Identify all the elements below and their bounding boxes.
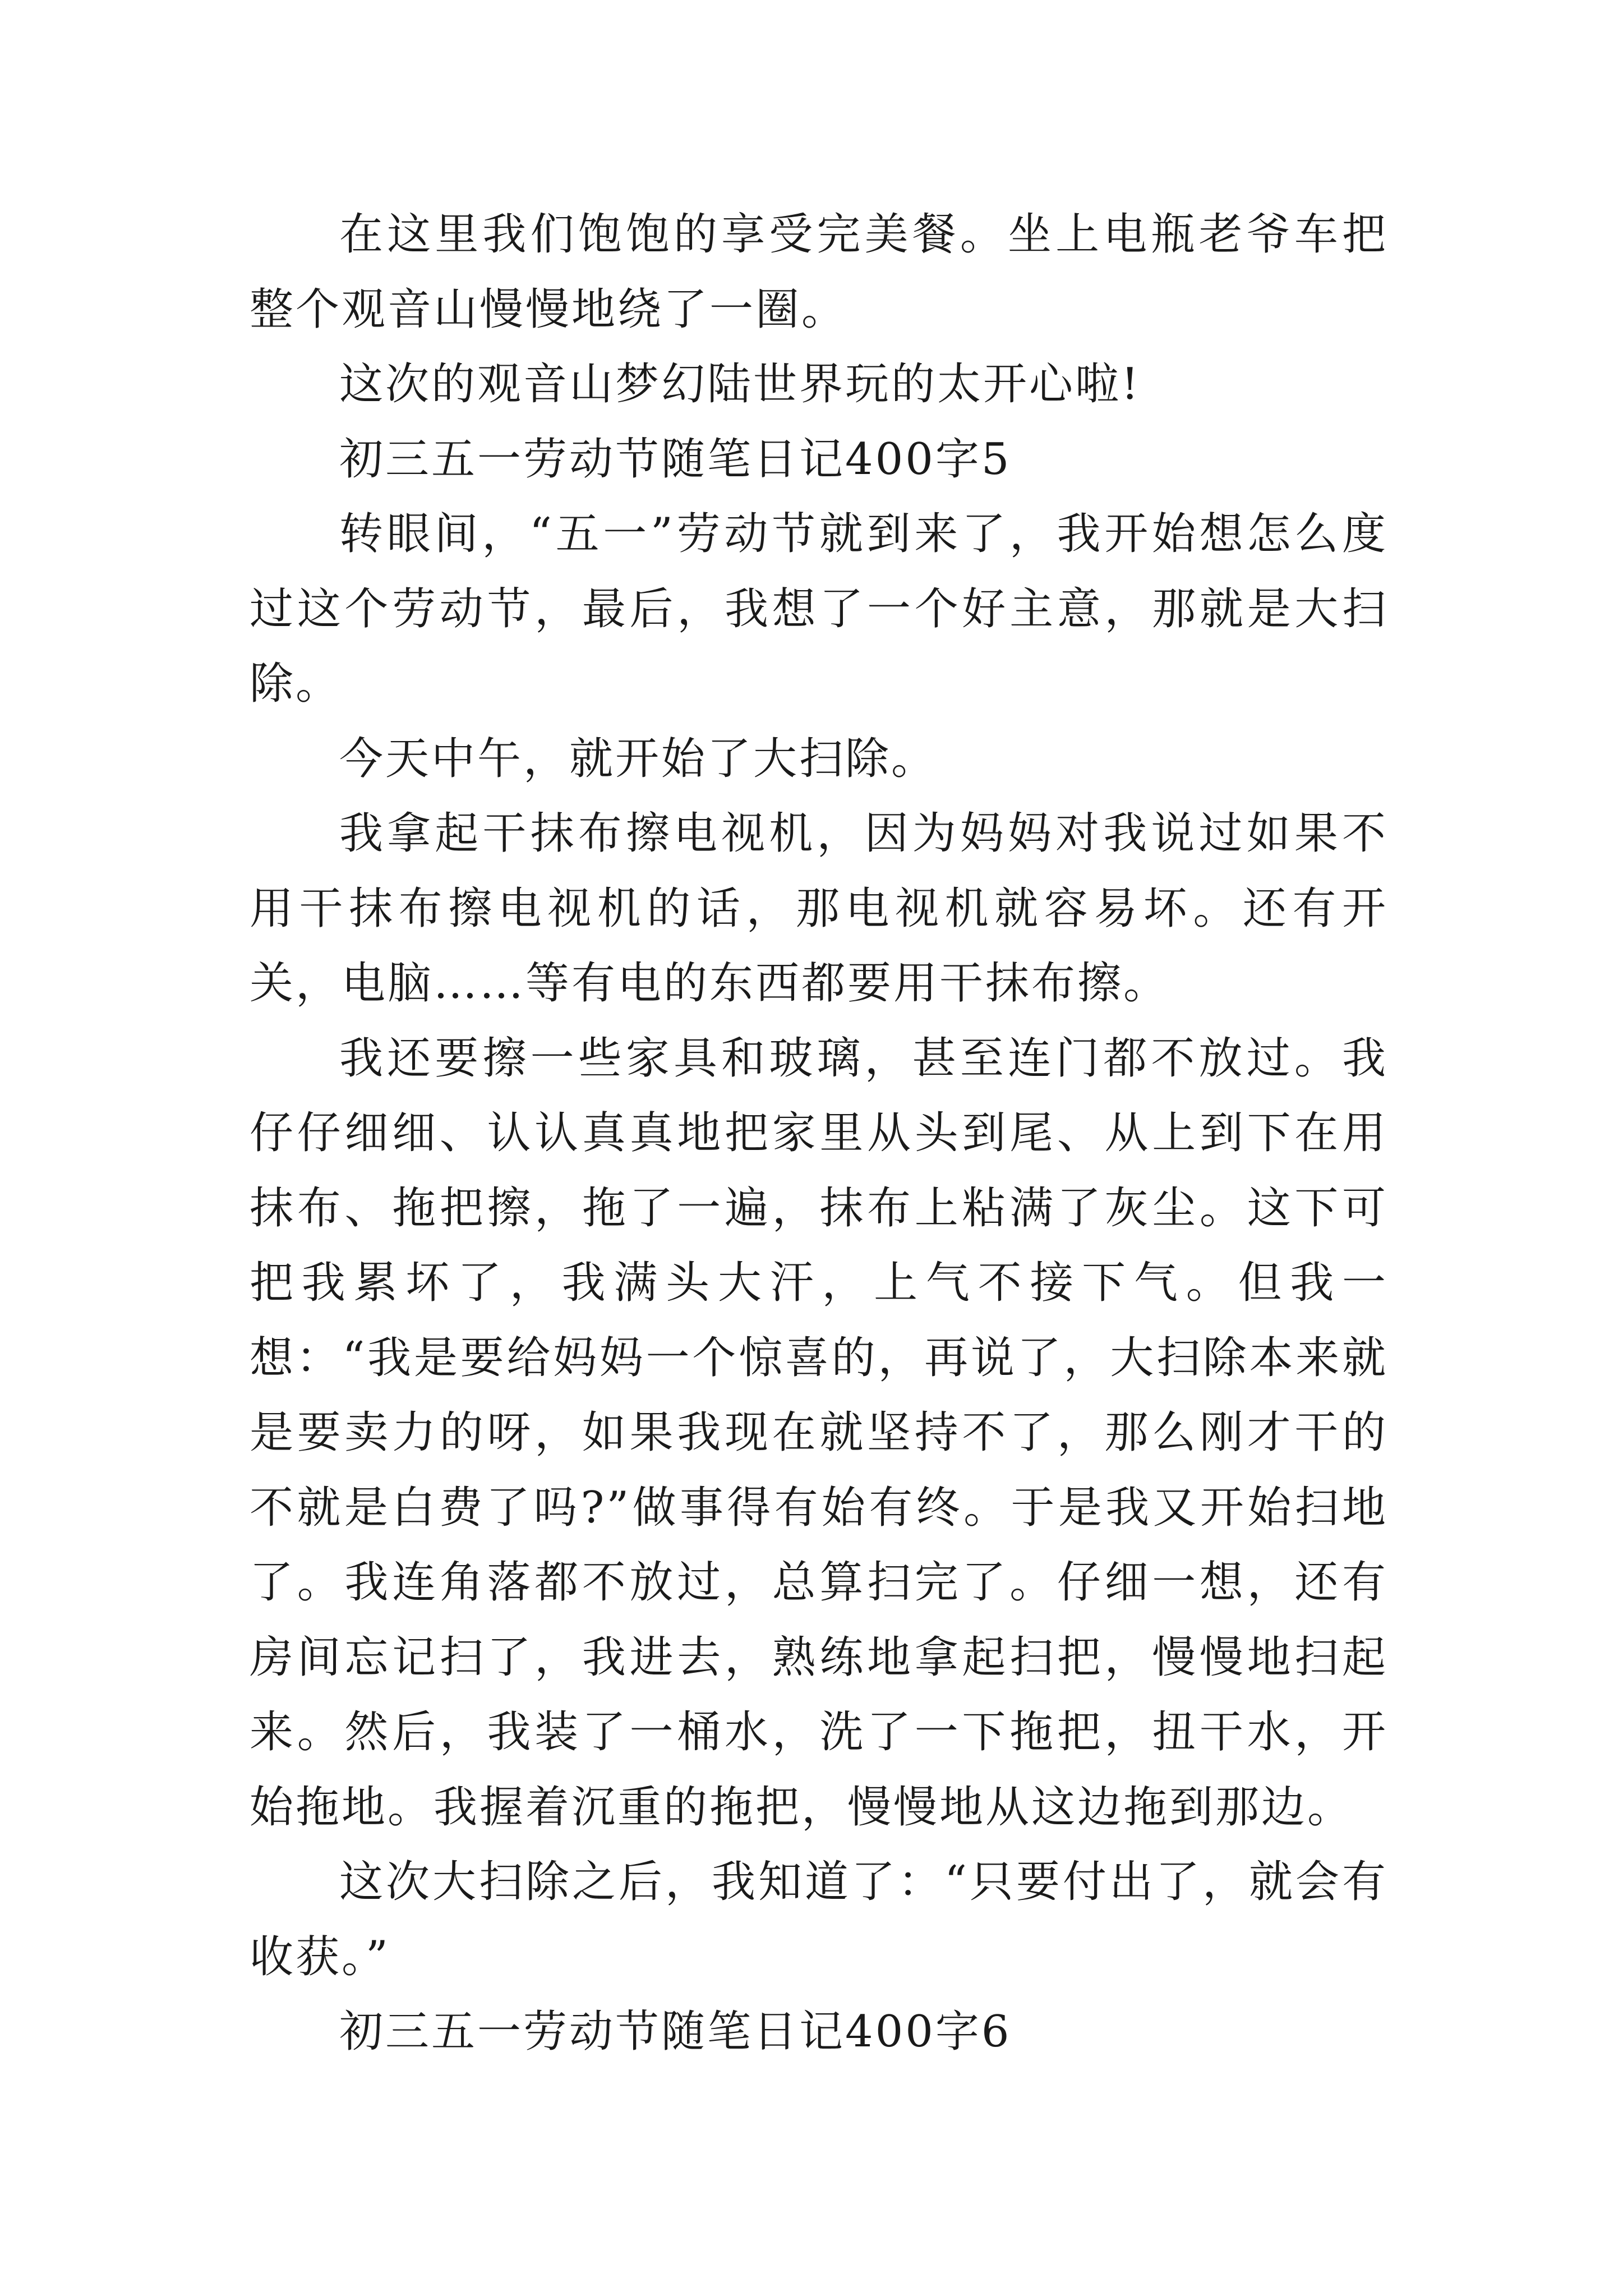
paragraph: 这次的观音山梦幻陆世界玩的太开心啦! — [339, 359, 1141, 409]
document-body — [250, 197, 1388, 2070]
paragraph: 今天中午，就开始了大扫除。 — [339, 733, 938, 784]
paragraph: 在这里我们饱饱的享受完美餐。坐上电瓶老爷车把整个观音山慢慢地绕了一圈。 — [250, 209, 1388, 335]
section-heading: 初三五一劳动节随笔日记400字5 — [339, 434, 1012, 485]
paragraph: 这次大扫除之后，我知道了：“只要付出了，就会有收获。” — [250, 1857, 1388, 1982]
paragraph: 我拿起干抹布擦电视机，因为妈妈对我说过如果不用干抹布擦电视机的话，那电视机就容易坏。还有开关，电脑……等有电的东西都要用干抹布擦。 — [250, 808, 1388, 1009]
paragraph: 转眼间，“五一”劳动节就到来了，我开始想怎么度过这个劳动节，最后，我想了一个好主意，那就是大扫除。 — [250, 509, 1388, 709]
paragraph: 我还要擦一些家具和玻璃，甚至连门都不放过。我仔仔细细、认认真真地把家里从头到尾、从上到下在用抹布、拖把擦，拖了一遍，抹布上粘满了灰尘。这下可把我累坏了，我满头大汗，上气不接下气。但我一想：“我是要给妈妈一个惊喜的，再说了，大扫除本来就是要卖力的呀，如果我现在就坚持不了，那么刚才干的不就是白费了吗?”做事得有始有终。于是我又开始扫地了。我连角落都不放过，总算扫完了。仔细一想，还有房间忘记扫了，我进去，熟练地拿起扫把，慢慢地扫起来。然后，我装了一桶水，洗了一下拖把，扭干水，开始拖地。我握着沉重的拖把，慢慢地从这边拖到那边。 — [250, 1033, 1388, 1833]
section-heading: 初三五一劳动节随笔日记400字6 — [339, 2007, 1012, 2057]
